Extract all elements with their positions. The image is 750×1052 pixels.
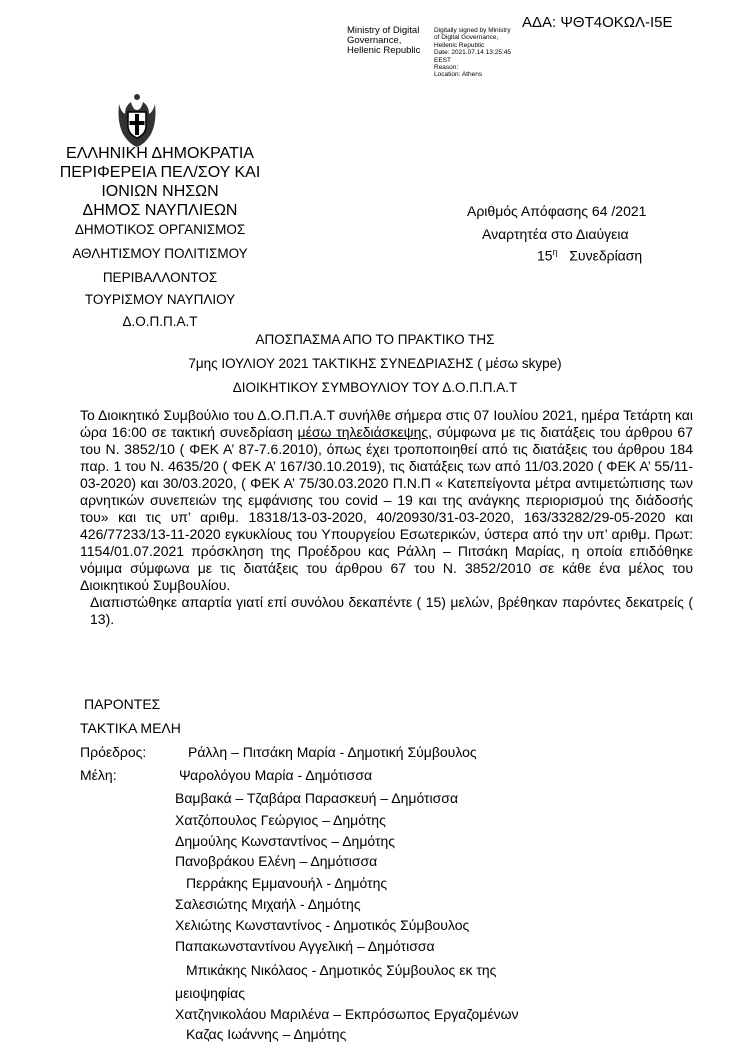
members-label: Μέλη: <box>80 767 117 783</box>
header-line: ΔΗΜΟΣ ΝΑΥΠΛΙΕΩΝ <box>82 202 238 219</box>
sig-detail-line: Location: Athens <box>434 71 483 79</box>
member-item: Πανοβράκου Ελένη – Δημότισσα <box>175 853 378 869</box>
member-item: Χελιώτης Κωνσταντίνος - Δημοτικός Σύμβουλος <box>175 917 470 933</box>
org-line: ΔΗΜΟΤΙΚΟΣ ΟΡΓΑΝΙΣΜΟΣ <box>74 222 246 237</box>
member-item: Βαμβακά – Τζαβάρα Παρασκευή – Δημότισσα <box>175 790 459 806</box>
session-ordinal-suffix: η <box>552 247 558 257</box>
member-item: Δημούλης Κωνσταντίνος – Δημότης <box>175 833 396 849</box>
header-authority <box>45 144 275 220</box>
extract-title-3: ΔΙΟΙΚΗΤΙΚΟΥ ΣΥΜΒΟΥΛΙΟΥ ΤΟΥ Δ.Ο.Π.Π.Α.Τ <box>232 380 518 395</box>
sig-detail-line: Date: 2021.07.14 13:25:45 <box>434 49 511 57</box>
member-item: Ψαρολόγου Μαρία - Δημότισσα <box>179 767 373 783</box>
signer-line: Governance, <box>347 35 402 46</box>
session-ordinal: 15 <box>537 247 553 264</box>
signature-signer <box>347 26 420 56</box>
signature-details <box>434 27 511 79</box>
header-line: ΠΕΡΙΦΕΡΕΙΑ ΠΕΛ/ΣΟΥ ΚΑΙ <box>59 164 261 181</box>
member-item: Περράκης Εμμανουήλ - Δημότης <box>186 875 388 891</box>
header-line: ΕΛΛΗΝΙΚΗ ΔΗΜΟΚΡΑΤΙΑ <box>66 145 254 162</box>
minutes-paragraph-2: Διαπιστώθηκε απαρτία γιατί επί συνόλου δεκαπέντε ( 15) μελών, βρέθηκαν παρόντες δεκατρείς ( 13). <box>90 594 693 627</box>
member-item: Σαλεσιώτης Μιχαήλ - Δημότης <box>175 896 361 912</box>
signer-line: Ministry of Digital <box>347 25 420 36</box>
extract-title-2: 7μης ΙΟΥΛΙΟΥ 2021 ΤΑΚΤΙΚΗΣ ΣΥΝΕΔΡΙΑΣΗΣ ( μέσω skype) <box>188 356 562 371</box>
present-heading: ΠΑΡΟΝΤΕΣ <box>84 696 161 712</box>
sig-detail-line: Reason: <box>434 64 459 72</box>
regular-members-heading: ΤΑΚΤΙΚΑ ΜΕΛΗ <box>80 720 181 736</box>
sig-detail-line: Hellenic Republic <box>434 41 485 49</box>
signer-line: Hellenic Republic <box>347 45 421 56</box>
sig-detail-line: Digitally signed by Ministry <box>434 27 511 34</box>
extract-title-1: ΑΠΟΣΠΑΣΜΑ ΑΠΟ ΤΟ ΠΡΑΚΤΙΚΟ ΤΗΣ <box>255 332 495 347</box>
ada-code: ΑΔΑ: ΨΘΤ4ΟΚΩΛ-Ι5Ε <box>522 14 673 31</box>
session-label: Συνεδρίαση <box>569 247 643 264</box>
diavgeia-note: Αναρτητέα στο Διαύγεια <box>482 226 629 242</box>
member-item: Μπικάκης Νικόλαος - Δημοτικός Σύμβουλος εκ της <box>186 962 497 978</box>
org-line: ΑΘΛΗΤΙΣΜΟΥ ΠΟΛΙΤΙΣΜΟΥ <box>72 246 248 261</box>
member-item: Χατζηνικολάου Μαριλένα – Εκπρόσωπος Εργαζομένων <box>175 1006 519 1022</box>
sig-detail-line: of Digital Governance, <box>434 34 499 42</box>
president-label: Πρόεδρος: <box>80 744 147 760</box>
header-line: ΙΟΝΙΩΝ ΝΗΣΩΝ <box>101 183 219 200</box>
sig-detail-line: EEST <box>434 56 451 64</box>
minutes-body <box>80 407 693 628</box>
member-item: Παπακωνσταντίνου Αγγελική – Δημότισσα <box>175 938 435 954</box>
session-number <box>537 247 642 264</box>
decision-number: Αριθμός Απόφασης 64 /2021 <box>467 203 647 219</box>
member-item: Καζας Ιωάννης – Δημότης <box>186 1026 347 1042</box>
member-item: μειοψηφίας <box>175 985 245 1001</box>
org-line: Δ.Ο.Π.Π.Α.Τ <box>122 314 198 329</box>
member-item: Χατζόπουλος Γεώργιος – Δημότης <box>175 812 386 828</box>
org-line: ΤΟΥΡΙΣΜΟΥ ΝΑΥΠΛΙΟΥ <box>84 292 236 307</box>
org-line: ΠΕΡΙΒΑΛΛΟΝΤΟΣ <box>102 270 218 285</box>
greek-coat-of-arms-icon <box>113 92 161 148</box>
president-name: Ράλλη – Πιτσάκη Μαρία - Δημοτική Σύμβουλος <box>188 744 477 760</box>
minutes-paragraph-1: Το Διοικητικό Συμβούλιο του Δ.Ο.Π.Π.Α.Τ συνήλθε σήμερα στις 07 Ιουλίου 2021, ημέρα Τετάρτη και ώρα 16:00 σε τακτική συνεδρίαση μέσω τηλεδιάσκεψης, σύμφωνα με τις διατάξεις του άρθρου 67 του Ν. 3852/10 ( ΦΕΚ Α’ 87-7.6.2010), όπως έχει τροποποιηθεί από τις διατάξεις του άρθρου 184 παρ. 1 του Ν. 4635/20 ( ΦΕΚ Α’ 167/30.10.2019), τις διατάξεις των από 11/03.2020 ( ΦΕΚ Α’ 55/11-03-2020) και 30/03.2020, ( ΦΕΚ Α’ 75/30.03.2020 Π.Ν.Π « Κατεπείγοντα μέτρα αντιμετώπισης των αρνητικών συνεπειών της εμφάνισης του covid – 19 και της ανάγκης περιορισμού της διάδοσής του» και τις υπ’ αριθμ. 18318/13-03-2020, 40/20930/31-03-2020, 163/33282/29-05-2020 και 426/77233/13-11-2020 εγκυκλίους του Υπουργείου Εσωτερικών, ύστερα από την υπ’ αριθμ. Πρωτ: 1154/01.07.2021 πρόσκληση της Προέδρου κας Ράλλη – Πιτσάκη Μαρίας, η οποία επιδόθηκε νόμιμα σύμφωνα με τις διατάξεις του άρθρου 67 του Ν. 3852/2010 σε κάθε ένα μέλος του Διοικητικού Συμβουλίου. <box>80 407 693 593</box>
